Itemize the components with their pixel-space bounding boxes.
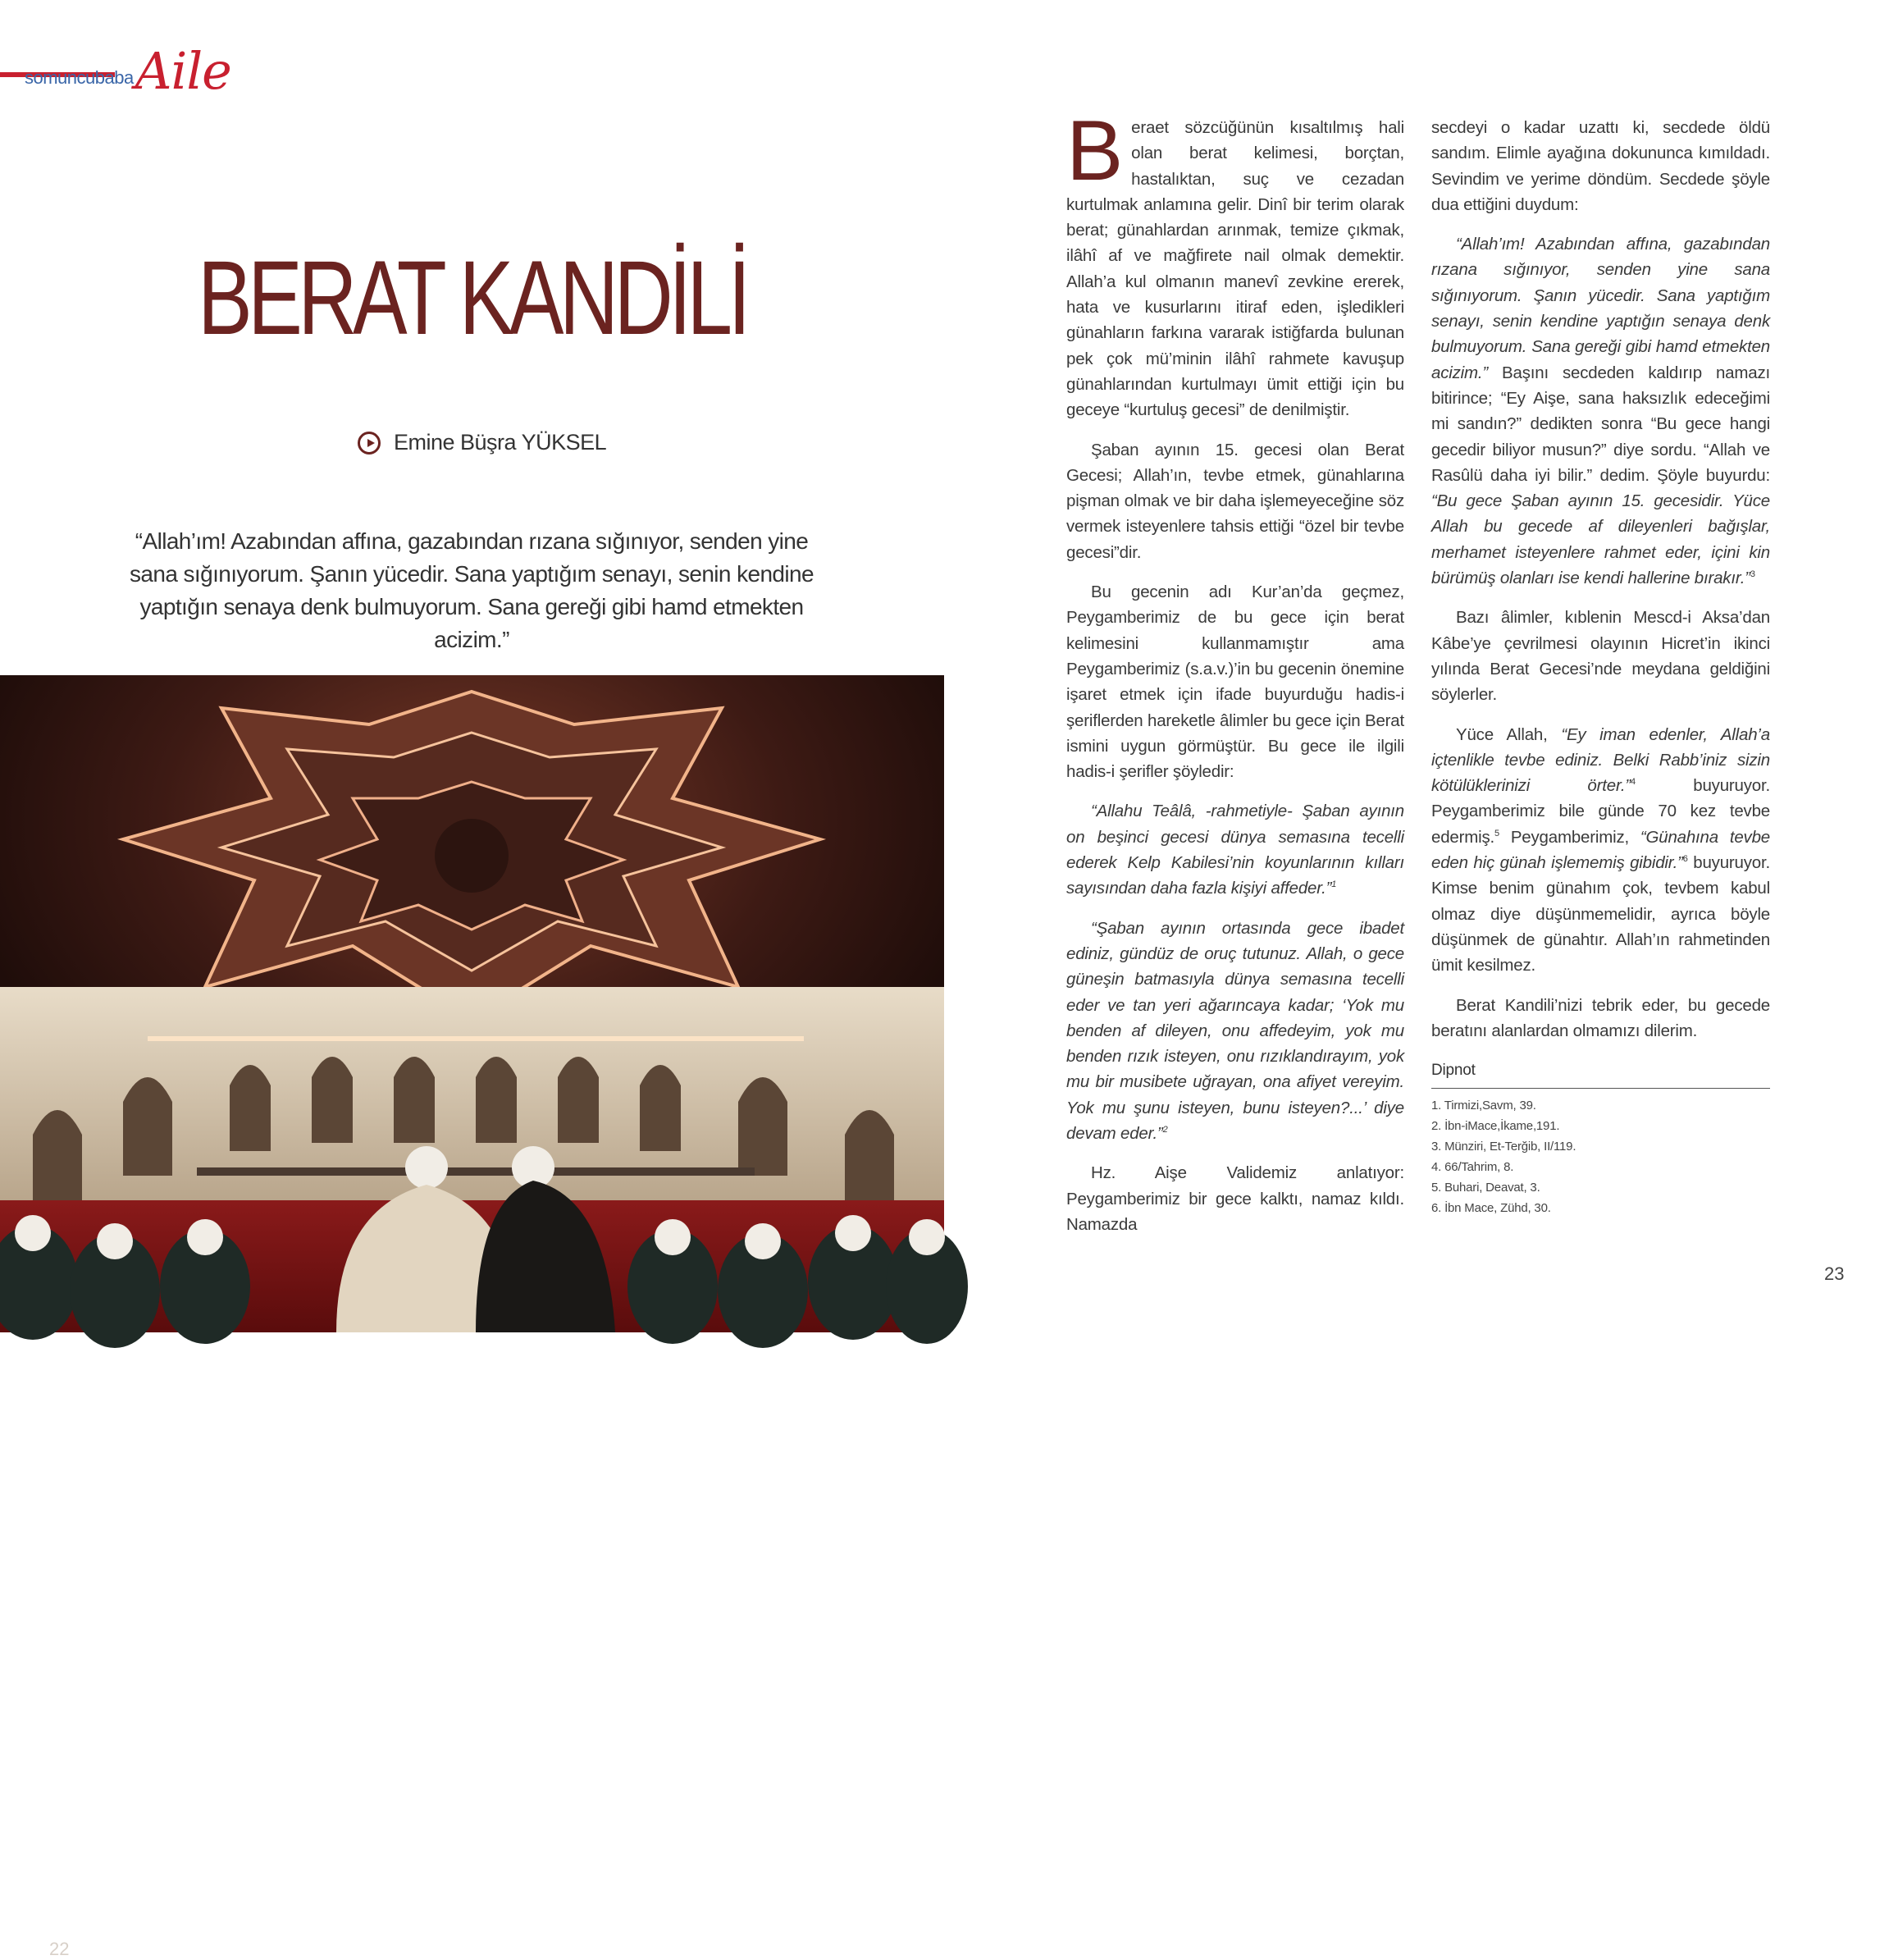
- article-title: BERAT KANDİLİ: [198, 240, 746, 357]
- magazine-logo: [25, 41, 231, 101]
- page-number-left: 22: [49, 1939, 70, 1959]
- paragraph: secdeyi o kadar uzattı ki, secdede öldü sandım. Elimle ayağına dokununca kımıldadı. Sevindim ve yerime döndüm. Secdede şöyle dua ettiğini duydum:: [1431, 118, 1770, 214]
- footnotes-title: Dipnot: [1431, 1058, 1770, 1089]
- footnote-ref: 5: [1494, 828, 1499, 838]
- play-icon: [358, 432, 381, 455]
- author-byline: [358, 430, 606, 455]
- footnote-ref: 4: [1630, 777, 1636, 788]
- footnote-ref: 2: [1162, 1125, 1168, 1135]
- hadith-quote-text: “Allahu Teâlâ, -rahmetiyle- Şaban ayının on beşinci gecesi dünya semasına tecelli ederek Kelp Kabilesi’nin koyunlarının kılları sayısından daha fazla kişiyi affeder.”: [1066, 802, 1404, 898]
- footnote-item: 4. 66/Tahrim, 8.: [1431, 1160, 1514, 1175]
- paragraph: Şaban ayının 15. gecesi olan Berat Gecesi; Allah’ın, tevbe etmek, günahlarına pişman olmak ve bir daha işlemeyeceğine söz vermek isteyenlere tahsis ettiği “özel bir tevbe gecesi”dir.: [1066, 440, 1404, 562]
- text-column-2: [1431, 115, 1770, 1218]
- dua-quote: “Allah’ım! Azabından affına, gazabından rızana sığınıyor, senden yine sana sığınıyorum. Şanın yücedir. Sana yaptığım senayı, senin kendine yaptığın senaya denk bulmuyorum. Sana gereği gibi hamd etmekten acizim.”: [1431, 235, 1770, 382]
- footnote-item: 2. İbn-iMace,İkame,191.: [1431, 1119, 1560, 1134]
- page-number-right: 23: [1824, 1263, 1845, 1284]
- author-name: Emine Büşra YÜKSEL: [394, 430, 607, 455]
- magazine-name: somuncubaba: [25, 67, 134, 88]
- footnote-item: 1. Tirmizi,Savm, 39.: [1431, 1099, 1536, 1113]
- mosque-interior-photo: [0, 675, 944, 1959]
- narration-text: Başını secdeden kaldırıp namazı bitirince; “Ey Aişe, sana haksızlık edeceğimi mi sandın?” dedikten sonra “Bu gece hangi gecedir biliyor musun?” diye sordu. “Allah ve Rasûlü daha iyi bilir.” dedim. Şöyle buyurdu:: [1431, 363, 1770, 485]
- footnote-item: 5. Buhari, Deavat, 3.: [1431, 1181, 1540, 1195]
- lead-quote: “Allah’ım! Azabından affına, gazabından rızana sığınıyor, senden yine sana sığınıyorum. Şanın yücedir. Sana yaptığım senayı, senin kendine yaptığın senaya denk bulmuyorum. Sana gereği gibi hamd etmekten acizim.”: [130, 528, 814, 652]
- drop-cap: B: [1066, 103, 1124, 199]
- hadith-quote: [1066, 916, 1404, 1147]
- text-run: buyuruyor. Kimse benim günahım çok, tevbem kabul olmaz diye düşünmemelidir, ayrıca böyle düşünmek de günahtır. Allah’ın rahmetinden ümit kesilmez.: [1431, 853, 1770, 975]
- footnote-item: 6. İbn Mace, Zühd, 30.: [1431, 1201, 1551, 1216]
- footnote-ref: 1: [1331, 879, 1337, 890]
- intro-text: eraet sözcüğünün kısaltılmış hali olan berat kelimesi, borçtan, hastalıktan, suç ve cezadan kurtulmak anlamına gelir. Dinî bir terim olarak berat; günahlardan arınmak, temize çıkmak, ilâhî af ve mağfirete nail olmak demektir. Allah’a kul olmanın manevî zevkine ererek, hata ve kusurlarını itiraf eden, işledikleri günahların farkına vararak istiğfarda bulunan pek çok mü’minin ilâhî rahmete kavuşup günahlarından kurtulmayı ümit ettiği için bu geceye “kurtuluş gecesi” de denilmiştir.: [1066, 118, 1404, 420]
- paragraph: Bu gecenin adı Kur’an’da geçmez, Peygamberimiz de bu gece için berat kelimesini kullanmamıştır ama Peygamberimiz (s.a.v.)’in bu gecenin önemine işaret etmek için ifade buyurduğu hadis-i şeriflerden hareketle âlimler bu gece için Berat ismini uygun görmüştür. Bu gece ile ilgili hadis-i şerifler şöyledir:: [1066, 583, 1405, 782]
- text-column-1: [1066, 103, 1405, 1251]
- hadith-quote-text: “Günahına tevbe eden hiç günah işlememiş gibidir.”: [1431, 827, 1770, 873]
- paragraph: Hz. Aişe Validemiz anlatıyor: Peygamberimiz bir gece kalktı, namaz kıldı. Namazda: [1066, 1163, 1404, 1234]
- hadith-quote-text: “Şaban ayının ortasında gece ibadet ediniz, gündüz de oruç tutunuz. Allah, o gece güneşin batmasıyla dünya semasına tecelli eder ve tan yeri ağarıncaya kadar; ‘Yok mu benden af dileyen, onu affedeyim, yok mu benden rızık isteyen, onu rızıklandırayım, yok mu bir musibete uğrayan, ona afiyet vereyim. Yok mu şunu isteyen, bunu isteyen?...’ diye devam eder.”: [1066, 918, 1404, 1143]
- section-name: Aile: [135, 41, 231, 101]
- hadith-quote-text: “Bu gece Şaban ayının 15. gecesidir. Yüce Allah bu gecede af dileyenleri bağışlar, merhamet isteyenlere rahmet eder, içini kin bürümüş olanları ise kendi hallerine bırakır.”: [1431, 491, 1770, 588]
- hadith-quote: [1066, 798, 1404, 901]
- footnote-item: 3. Münziri, Et-Terğib, II/119.: [1431, 1140, 1576, 1154]
- footnote-ref: 3: [1750, 569, 1755, 580]
- dua-paragraph: [1431, 231, 1770, 591]
- footnotes-list: [1431, 1095, 1770, 1218]
- intro-paragraph: [1066, 103, 1404, 423]
- footnote-ref: 6: [1682, 854, 1688, 865]
- text-run: buyuruyor. Peygamberimiz bile günde 70 kez tevbe edermiş.: [1431, 776, 1770, 847]
- text-run: Yüce Allah,: [1456, 724, 1562, 744]
- closing-paragraph: Berat Kandili’nizi tebrik eder, bu gecede beratını alanlardan olmamızı dilerim.: [1431, 995, 1770, 1040]
- ayah-quote: “Ey iman edenler, Allah’a içtenlikle tevbe ediniz. Belki Rabb’iniz sizin kötülüklerinizi örter.”: [1431, 724, 1770, 796]
- tevbe-paragraph: [1431, 722, 1770, 979]
- text-run: Peygamberimiz,: [1499, 827, 1640, 847]
- left-page: [0, 0, 944, 1959]
- paragraph: Bazı âlimler, kıblenin Mescd-i Aksa’dan Kâbe’ye çevrilmesi olayının Hicret’in ikinci yılında Berat Gecesi’nde meydana geldiğini söylerler.: [1431, 608, 1770, 705]
- photo-illustration: [0, 675, 944, 1332]
